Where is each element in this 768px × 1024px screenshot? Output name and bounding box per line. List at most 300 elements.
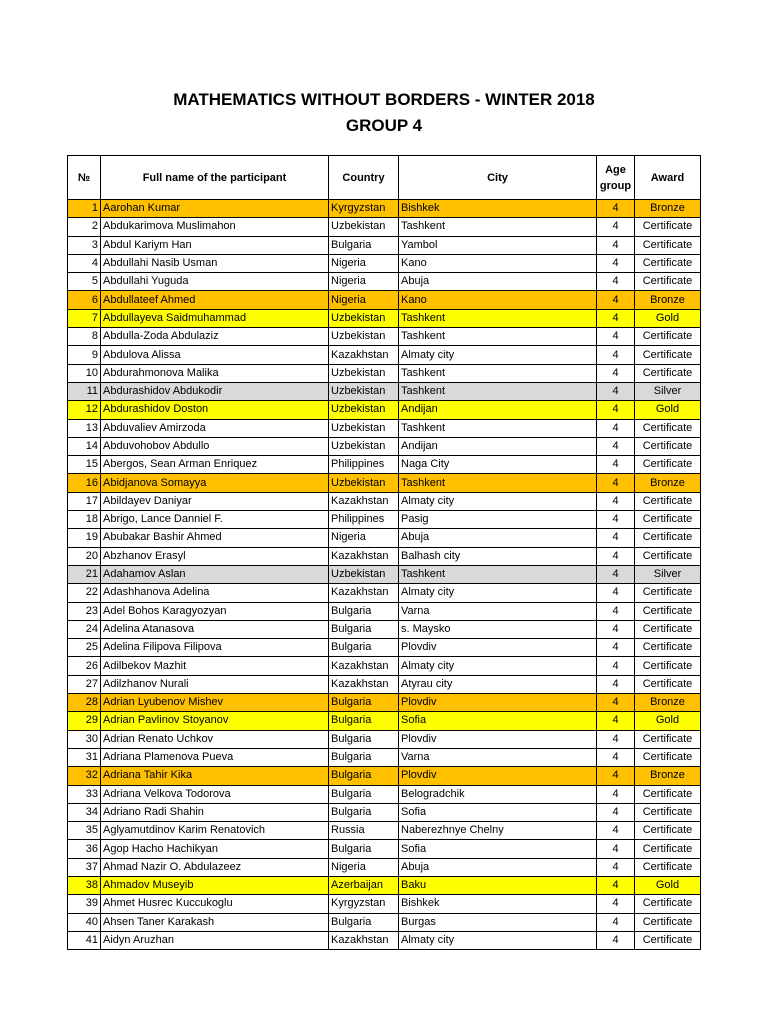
cell-city: Tashkent [399,364,597,382]
table-row [68,675,701,693]
cell-age-group: 4 [597,218,635,236]
cell-award: Certificate [635,346,701,364]
table-row [68,547,701,565]
cell-award: Certificate [635,328,701,346]
cell-award: Certificate [635,748,701,766]
cell-award: Bronze [635,474,701,492]
cell-age-group: 4 [597,529,635,547]
cell-award: Bronze [635,291,701,309]
cell-number: 18 [68,511,101,529]
cell-city: Belogradchik [399,785,597,803]
cell-age-group: 4 [597,328,635,346]
cell-full-name: Agop Hacho Hachikyan [101,840,329,858]
cell-country: Bulgaria [329,840,399,858]
cell-city: Tashkent [399,382,597,400]
cell-number: 4 [68,254,101,272]
cell-number: 31 [68,748,101,766]
cell-number: 29 [68,712,101,730]
cell-age-group: 4 [597,657,635,675]
cell-number: 1 [68,200,101,218]
cell-full-name: Abzhanov Erasyl [101,547,329,565]
cell-full-name: Abildayev Daniyar [101,492,329,510]
cell-award: Certificate [635,273,701,291]
cell-city: Tashkent [399,419,597,437]
cell-city: Burgas [399,913,597,931]
cell-age-group: 4 [597,858,635,876]
cell-age-group: 4 [597,200,635,218]
cell-award: Certificate [635,437,701,455]
cell-country: Kazakhstan [329,346,399,364]
cell-number: 34 [68,803,101,821]
table-row [68,401,701,419]
cell-number: 25 [68,639,101,657]
table-row [68,639,701,657]
cell-full-name: Abduvaliev Amirzoda [101,419,329,437]
header-number: № [68,156,101,200]
cell-age-group: 4 [597,602,635,620]
cell-full-name: Aidyn Aruzhan [101,931,329,949]
cell-country: Bulgaria [329,913,399,931]
cell-country: Bulgaria [329,767,399,785]
cell-country: Russia [329,822,399,840]
header-city: City [399,156,597,200]
cell-country: Nigeria [329,273,399,291]
cell-city: Bishkek [399,200,597,218]
cell-full-name: Abdullayeva Saidmuhammad [101,309,329,327]
cell-award: Certificate [635,822,701,840]
cell-number: 28 [68,694,101,712]
table-row [68,474,701,492]
cell-award: Certificate [635,639,701,657]
cell-city: Tashkent [399,565,597,583]
cell-age-group: 4 [597,437,635,455]
cell-city: Plovdiv [399,767,597,785]
cell-age-group: 4 [597,748,635,766]
cell-country: Bulgaria [329,712,399,730]
cell-city: Almaty city [399,931,597,949]
cell-country: Bulgaria [329,785,399,803]
table-row [68,620,701,638]
cell-number: 39 [68,895,101,913]
cell-award: Certificate [635,675,701,693]
cell-award: Certificate [635,547,701,565]
cell-country: Kyrgyzstan [329,200,399,218]
cell-country: Uzbekistan [329,437,399,455]
cell-country: Uzbekistan [329,565,399,583]
cell-award: Certificate [635,840,701,858]
cell-age-group: 4 [597,346,635,364]
cell-country: Kyrgyzstan [329,895,399,913]
table-row [68,895,701,913]
cell-city: Tashkent [399,328,597,346]
cell-country: Kazakhstan [329,584,399,602]
table-row [68,712,701,730]
cell-full-name: Adrian Renato Uchkov [101,730,329,748]
cell-age-group: 4 [597,931,635,949]
cell-full-name: Aarohan Kumar [101,200,329,218]
cell-full-name: Ahmadov Museyib [101,876,329,894]
table-row [68,822,701,840]
cell-city: Yambol [399,236,597,254]
cell-city: Varna [399,748,597,766]
cell-age-group: 4 [597,620,635,638]
cell-award: Certificate [635,913,701,931]
table-row [68,694,701,712]
cell-age-group: 4 [597,767,635,785]
cell-country: Uzbekistan [329,474,399,492]
cell-full-name: Abdul Kariym Han [101,236,329,254]
cell-award: Gold [635,309,701,327]
cell-age-group: 4 [597,565,635,583]
table-row [68,767,701,785]
cell-age-group: 4 [597,785,635,803]
cell-city: Almaty city [399,492,597,510]
cell-country: Philippines [329,511,399,529]
cell-award: Silver [635,382,701,400]
cell-city: Tashkent [399,218,597,236]
cell-award: Certificate [635,858,701,876]
cell-number: 33 [68,785,101,803]
cell-country: Philippines [329,456,399,474]
table-row [68,858,701,876]
cell-award: Certificate [635,785,701,803]
cell-full-name: Adashhanova Adelina [101,584,329,602]
cell-number: 10 [68,364,101,382]
cell-number: 7 [68,309,101,327]
cell-award: Certificate [635,730,701,748]
cell-number: 20 [68,547,101,565]
cell-age-group: 4 [597,730,635,748]
cell-award: Gold [635,712,701,730]
cell-age-group: 4 [597,364,635,382]
cell-full-name: Abdulova Alissa [101,346,329,364]
table-row [68,364,701,382]
cell-country: Uzbekistan [329,419,399,437]
cell-award: Certificate [635,584,701,602]
cell-full-name: Abdullahi Yuguda [101,273,329,291]
table-row [68,803,701,821]
table-row [68,785,701,803]
table-row [68,529,701,547]
cell-number: 32 [68,767,101,785]
cell-city: Kano [399,254,597,272]
cell-age-group: 4 [597,309,635,327]
table-row [68,309,701,327]
cell-number: 40 [68,913,101,931]
cell-full-name: Abubakar Bashir Ahmed [101,529,329,547]
cell-city: Kano [399,291,597,309]
cell-full-name: Adriana Velkova Todorova [101,785,329,803]
cell-number: 8 [68,328,101,346]
cell-number: 16 [68,474,101,492]
cell-city: Tashkent [399,474,597,492]
cell-full-name: Abdullateef Ahmed [101,291,329,309]
table-body [68,200,701,950]
cell-age-group: 4 [597,382,635,400]
cell-country: Kazakhstan [329,931,399,949]
cell-country: Bulgaria [329,748,399,766]
cell-age-group: 4 [597,712,635,730]
table-row [68,602,701,620]
cell-number: 15 [68,456,101,474]
header-country: Country [329,156,399,200]
cell-city: Plovdiv [399,694,597,712]
cell-full-name: Abdukarimova Muslimahon [101,218,329,236]
cell-award: Certificate [635,254,701,272]
header-age-line2: group [599,179,632,192]
table-row [68,419,701,437]
cell-country: Nigeria [329,254,399,272]
cell-number: 35 [68,822,101,840]
table-row [68,382,701,400]
cell-full-name: Adilzhanov Nurali [101,675,329,693]
cell-full-name: Adrian Pavlinov Stoyanov [101,712,329,730]
cell-full-name: Ahmad Nazir O. Abdulazeez [101,858,329,876]
cell-city: Sofia [399,712,597,730]
cell-city: s. Maysko [399,620,597,638]
cell-age-group: 4 [597,584,635,602]
cell-number: 5 [68,273,101,291]
cell-city: Tashkent [399,309,597,327]
header-age-group [597,156,635,200]
cell-number: 41 [68,931,101,949]
header-age-line1: Age [605,163,626,176]
cell-number: 19 [68,529,101,547]
cell-age-group: 4 [597,913,635,931]
table-row [68,456,701,474]
cell-number: 24 [68,620,101,638]
cell-age-group: 4 [597,236,635,254]
cell-city: Almaty city [399,657,597,675]
cell-age-group: 4 [597,895,635,913]
cell-award: Certificate [635,236,701,254]
cell-country: Uzbekistan [329,401,399,419]
cell-country: Nigeria [329,291,399,309]
cell-number: 36 [68,840,101,858]
cell-city: Andijan [399,437,597,455]
cell-award: Certificate [635,529,701,547]
cell-full-name: Abdulla-Zoda Abdulaziz [101,328,329,346]
table-header-row [68,156,701,200]
cell-city: Almaty city [399,584,597,602]
cell-award: Certificate [635,895,701,913]
cell-city: Plovdiv [399,730,597,748]
table-row [68,730,701,748]
cell-number: 13 [68,419,101,437]
cell-number: 38 [68,876,101,894]
cell-award: Certificate [635,456,701,474]
cell-full-name: Aglyamutdinov Karim Renatovich [101,822,329,840]
cell-number: 22 [68,584,101,602]
cell-age-group: 4 [597,803,635,821]
cell-age-group: 4 [597,401,635,419]
table-row [68,254,701,272]
cell-award: Certificate [635,492,701,510]
cell-country: Kazakhstan [329,547,399,565]
cell-award: Certificate [635,419,701,437]
cell-full-name: Ahsen Taner Karakash [101,913,329,931]
cell-number: 23 [68,602,101,620]
cell-city: Abuja [399,858,597,876]
cell-number: 37 [68,858,101,876]
table-row [68,511,701,529]
header-full-name: Full name of the participant [101,156,329,200]
cell-number: 6 [68,291,101,309]
table-row [68,913,701,931]
cell-country: Kazakhstan [329,657,399,675]
cell-full-name: Adelina Filipova Filipova [101,639,329,657]
cell-award: Certificate [635,602,701,620]
cell-country: Kazakhstan [329,492,399,510]
cell-age-group: 4 [597,419,635,437]
cell-number: 12 [68,401,101,419]
cell-city: Abuja [399,273,597,291]
cell-country: Uzbekistan [329,328,399,346]
cell-age-group: 4 [597,694,635,712]
cell-number: 27 [68,675,101,693]
cell-age-group: 4 [597,254,635,272]
cell-award: Gold [635,401,701,419]
cell-full-name: Adahamov Aslan [101,565,329,583]
cell-city: Balhash city [399,547,597,565]
document-title: MATHEMATICS WITHOUT BORDERS - WINTER 2018 [173,90,595,109]
cell-age-group: 4 [597,675,635,693]
cell-country: Bulgaria [329,639,399,657]
cell-age-group: 4 [597,291,635,309]
cell-number: 14 [68,437,101,455]
table-row [68,748,701,766]
cell-city: Naga City [399,456,597,474]
cell-number: 17 [68,492,101,510]
table-row [68,492,701,510]
table-row [68,200,701,218]
cell-full-name: Abduvohobov Abdullo [101,437,329,455]
cell-city: Baku [399,876,597,894]
cell-city: Andijan [399,401,597,419]
table-row [68,437,701,455]
group-title: GROUP 4 [345,116,423,135]
cell-award: Bronze [635,200,701,218]
cell-award: Bronze [635,767,701,785]
table-row [68,291,701,309]
cell-city: Bishkek [399,895,597,913]
cell-country: Nigeria [329,858,399,876]
cell-country: Uzbekistan [329,309,399,327]
cell-full-name: Adriana Tahir Kika [101,767,329,785]
cell-award: Bronze [635,694,701,712]
table-row [68,876,701,894]
cell-city: Naberezhnye Chelny [399,822,597,840]
cell-country: Bulgaria [329,803,399,821]
cell-age-group: 4 [597,547,635,565]
cell-city: Pasig [399,511,597,529]
cell-award: Silver [635,565,701,583]
table-row [68,565,701,583]
cell-city: Plovdiv [399,639,597,657]
cell-city: Abuja [399,529,597,547]
cell-number: 21 [68,565,101,583]
cell-country: Uzbekistan [329,218,399,236]
cell-number: 30 [68,730,101,748]
cell-full-name: Adilbekov Mazhit [101,657,329,675]
cell-full-name: Abergos, Sean Arman Enriquez [101,456,329,474]
cell-full-name: Abrigo, Lance Danniel F. [101,511,329,529]
cell-country: Bulgaria [329,730,399,748]
cell-full-name: Abidjanova Somayya [101,474,329,492]
cell-age-group: 4 [597,273,635,291]
cell-age-group: 4 [597,492,635,510]
table-row [68,328,701,346]
cell-full-name: Ahmet Husrec Kuccukoglu [101,895,329,913]
cell-city: Almaty city [399,346,597,364]
cell-city: Varna [399,602,597,620]
cell-age-group: 4 [597,840,635,858]
table-row [68,346,701,364]
cell-age-group: 4 [597,474,635,492]
cell-country: Bulgaria [329,236,399,254]
cell-age-group: 4 [597,456,635,474]
cell-number: 9 [68,346,101,364]
cell-full-name: Adriano Radi Shahin [101,803,329,821]
cell-age-group: 4 [597,822,635,840]
cell-full-name: Adel Bohos Karagyozyan [101,602,329,620]
cell-number: 26 [68,657,101,675]
cell-award: Certificate [635,620,701,638]
cell-country: Uzbekistan [329,382,399,400]
cell-full-name: Adriana Plamenova Pueva [101,748,329,766]
cell-full-name: Abdurahmonova Malika [101,364,329,382]
cell-age-group: 4 [597,876,635,894]
table-row [68,273,701,291]
cell-city: Sofia [399,840,597,858]
cell-number: 11 [68,382,101,400]
table-row [68,931,701,949]
table-row [68,218,701,236]
table-row [68,584,701,602]
cell-city: Sofia [399,803,597,821]
cell-award: Certificate [635,511,701,529]
cell-country: Bulgaria [329,620,399,638]
cell-award: Certificate [635,931,701,949]
header-award: Award [635,156,701,200]
results-table [67,155,701,950]
table-row [68,840,701,858]
cell-award: Certificate [635,657,701,675]
cell-full-name: Abdurashidov Doston [101,401,329,419]
cell-age-group: 4 [597,511,635,529]
cell-full-name: Adelina Atanasova [101,620,329,638]
cell-award: Certificate [635,364,701,382]
cell-age-group: 4 [597,639,635,657]
cell-city: Atyrau city [399,675,597,693]
cell-award: Gold [635,876,701,894]
cell-country: Nigeria [329,529,399,547]
cell-award: Certificate [635,803,701,821]
cell-number: 2 [68,218,101,236]
cell-full-name: Abdurashidov Abdukodir [101,382,329,400]
cell-full-name: Abdullahi Nasib Usman [101,254,329,272]
cell-country: Azerbaijan [329,876,399,894]
cell-country: Bulgaria [329,602,399,620]
table-row [68,657,701,675]
cell-country: Uzbekistan [329,364,399,382]
cell-number: 3 [68,236,101,254]
cell-full-name: Adrian Lyubenov Mishev [101,694,329,712]
cell-country: Bulgaria [329,694,399,712]
cell-country: Kazakhstan [329,675,399,693]
cell-award: Certificate [635,218,701,236]
table-row [68,236,701,254]
